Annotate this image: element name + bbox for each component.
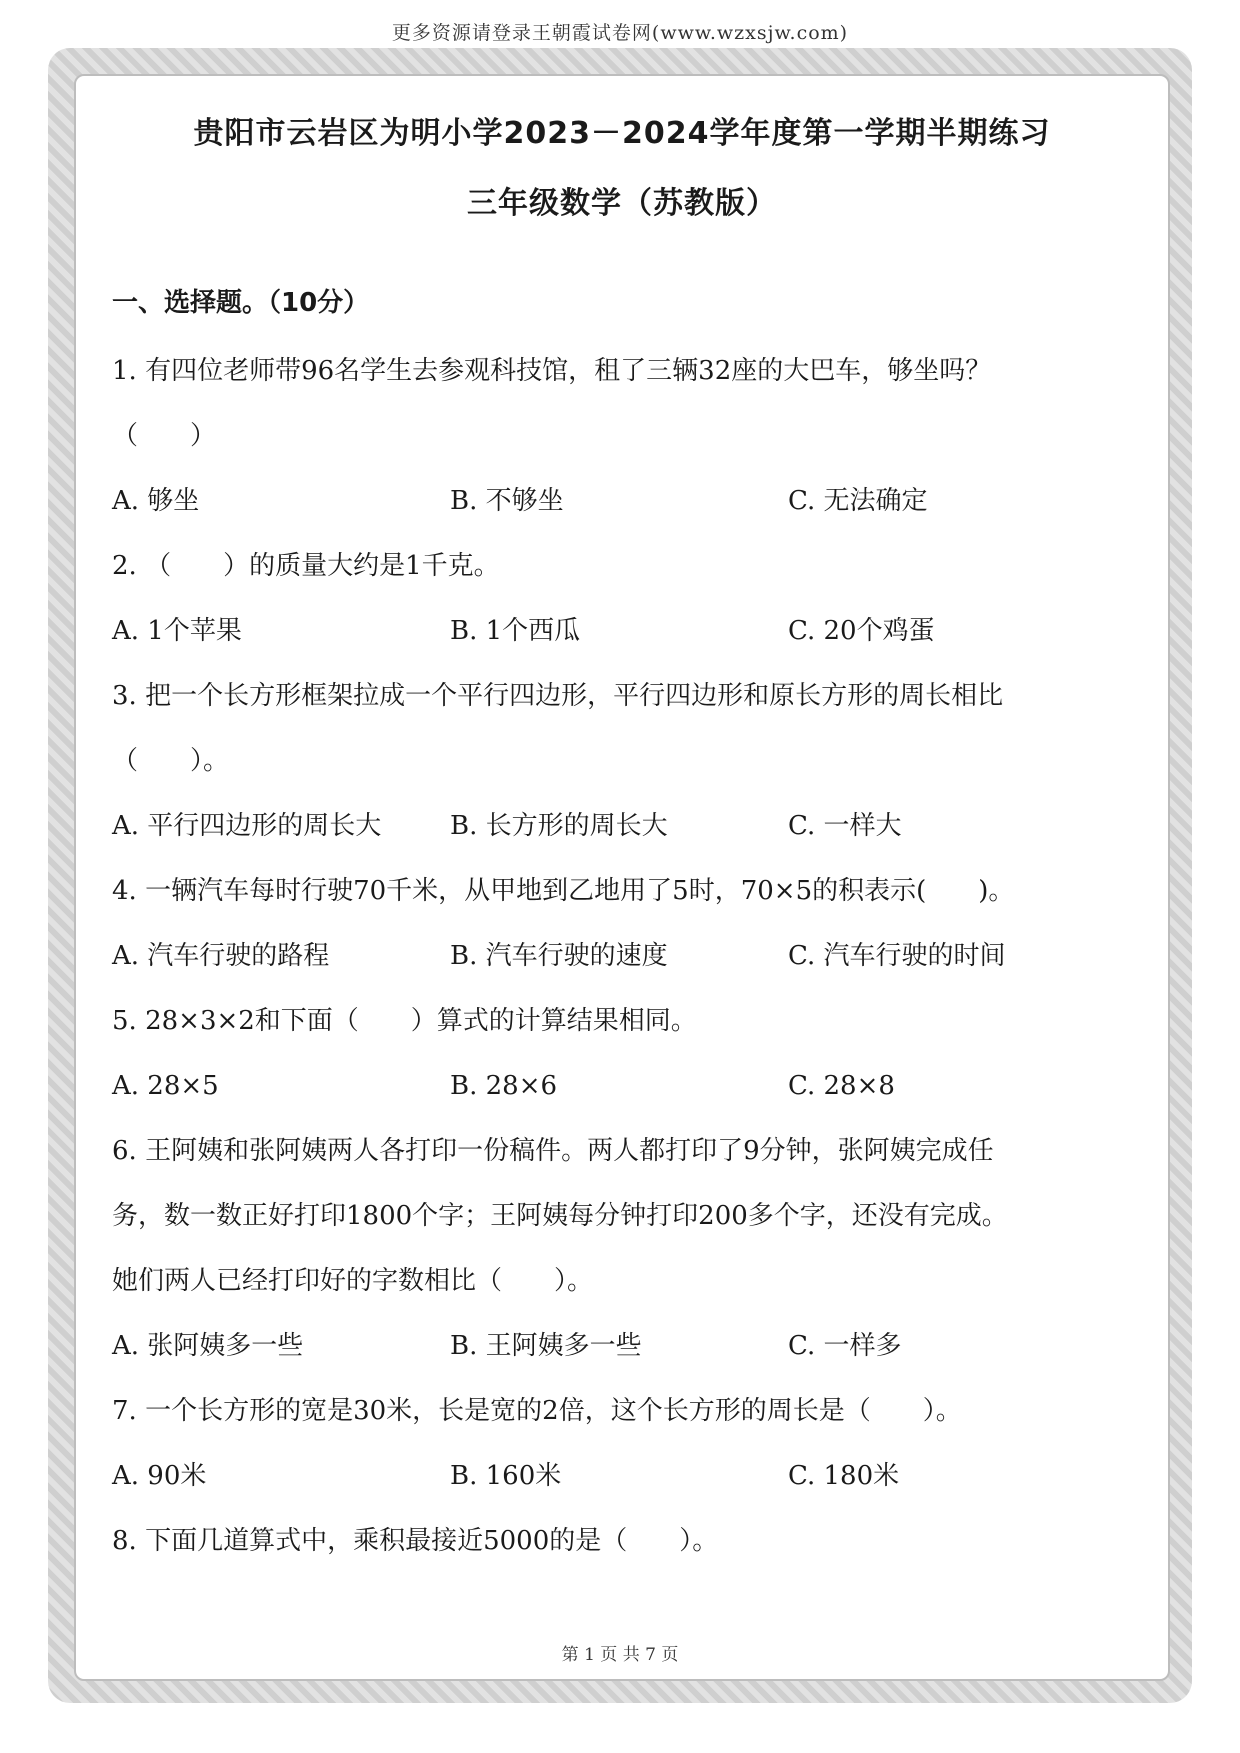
option-b: B. 王阿姨多一些 bbox=[450, 1331, 642, 1361]
option-b: B. 1个西瓜 bbox=[450, 616, 581, 646]
question-3 bbox=[112, 664, 1132, 859]
question-text: 她们两人已经打印好的字数相比（ ）。 bbox=[112, 1266, 594, 1296]
option-b: B. 160米 bbox=[450, 1461, 562, 1491]
option-c: C. 28×8 bbox=[788, 1071, 895, 1101]
question-text: 4. 一辆汽车每时行驶70千米，从甲地到乙地用了5时，70×5的积表示( )。 bbox=[112, 876, 1015, 906]
question-text: （ ）。 bbox=[112, 746, 230, 776]
option-row bbox=[112, 599, 1132, 664]
question-7 bbox=[112, 1379, 1132, 1509]
option-c: C. 汽车行驶的时间 bbox=[788, 941, 1006, 971]
question-6 bbox=[112, 1119, 1132, 1379]
option-a: A. 平行四边形的周长大 bbox=[112, 811, 382, 841]
option-b: B. 长方形的周长大 bbox=[450, 811, 668, 841]
option-a: A. 28×5 bbox=[112, 1071, 219, 1101]
question-2 bbox=[112, 534, 1132, 664]
option-row bbox=[112, 1444, 1132, 1509]
option-c: C. 无法确定 bbox=[788, 486, 928, 516]
option-a: A. 张阿姨多一些 bbox=[112, 1331, 304, 1361]
option-a: A. 汽车行驶的路程 bbox=[112, 941, 330, 971]
option-row bbox=[112, 794, 1132, 859]
question-text: 2. （ ）的质量大约是1千克。 bbox=[112, 551, 500, 581]
question-text: 7. 一个长方形的宽是30米，长是宽的2倍，这个长方形的周长是（ ）。 bbox=[112, 1396, 962, 1426]
question-text: 3. 把一个长方形框架拉成一个平行四边形，平行四边形和原长方形的周长相比 bbox=[112, 681, 1004, 711]
question-4 bbox=[112, 859, 1132, 989]
exam-subtitle: 三年级数学（苏教版） bbox=[467, 186, 777, 221]
option-b: B. 不够坐 bbox=[450, 486, 564, 516]
question-1 bbox=[112, 339, 1132, 534]
option-b: B. 汽车行驶的速度 bbox=[450, 941, 668, 971]
option-row bbox=[112, 469, 1132, 534]
question-5 bbox=[112, 989, 1132, 1119]
option-row bbox=[112, 924, 1132, 989]
question-text: 5. 28×3×2和下面（ ）算式的计算结果相同。 bbox=[112, 1006, 697, 1036]
option-c: C. 一样多 bbox=[788, 1331, 902, 1361]
option-row bbox=[112, 1314, 1132, 1379]
question-text: 6. 王阿姨和张阿姨两人各打印一份稿件。两人都打印了9分钟，张阿姨完成任 bbox=[112, 1136, 994, 1166]
option-c: C. 一样大 bbox=[788, 811, 902, 841]
option-c: C. 20个鸡蛋 bbox=[788, 616, 935, 646]
option-a: A. 够坐 bbox=[112, 486, 200, 516]
question-text: 1. 有四位老师带96名学生去参观科技馆，租了三辆32座的大巴车，够坐吗？ bbox=[112, 356, 992, 386]
option-row bbox=[112, 1054, 1132, 1119]
option-a: A. 1个苹果 bbox=[112, 616, 242, 646]
option-a: A. 90米 bbox=[112, 1461, 207, 1491]
watermark-header: 更多资源请登录王朝霞试卷网(www.wzxsjw.com) bbox=[391, 22, 849, 44]
section-heading: 一、选择题。（10分） bbox=[112, 288, 370, 318]
exam-title: 贵阳市云岩区为明小学2023－2024学年度第一学期半期练习 bbox=[193, 116, 1051, 151]
question-text: 务，数一数正好打印1800个字；王阿姨每分钟打印200多个字，还没有完成。 bbox=[112, 1201, 1008, 1231]
question-text: 8. 下面几道算式中，乘积最接近5000的是（ ）。 bbox=[112, 1526, 719, 1556]
option-c: C. 180米 bbox=[788, 1461, 900, 1491]
option-b: B. 28×6 bbox=[450, 1071, 558, 1101]
question-8 bbox=[112, 1509, 1132, 1574]
exam-content bbox=[112, 100, 1132, 1574]
page-number: 第 1 页 共 7 页 bbox=[561, 1645, 679, 1665]
question-text: （ ） bbox=[112, 421, 217, 451]
